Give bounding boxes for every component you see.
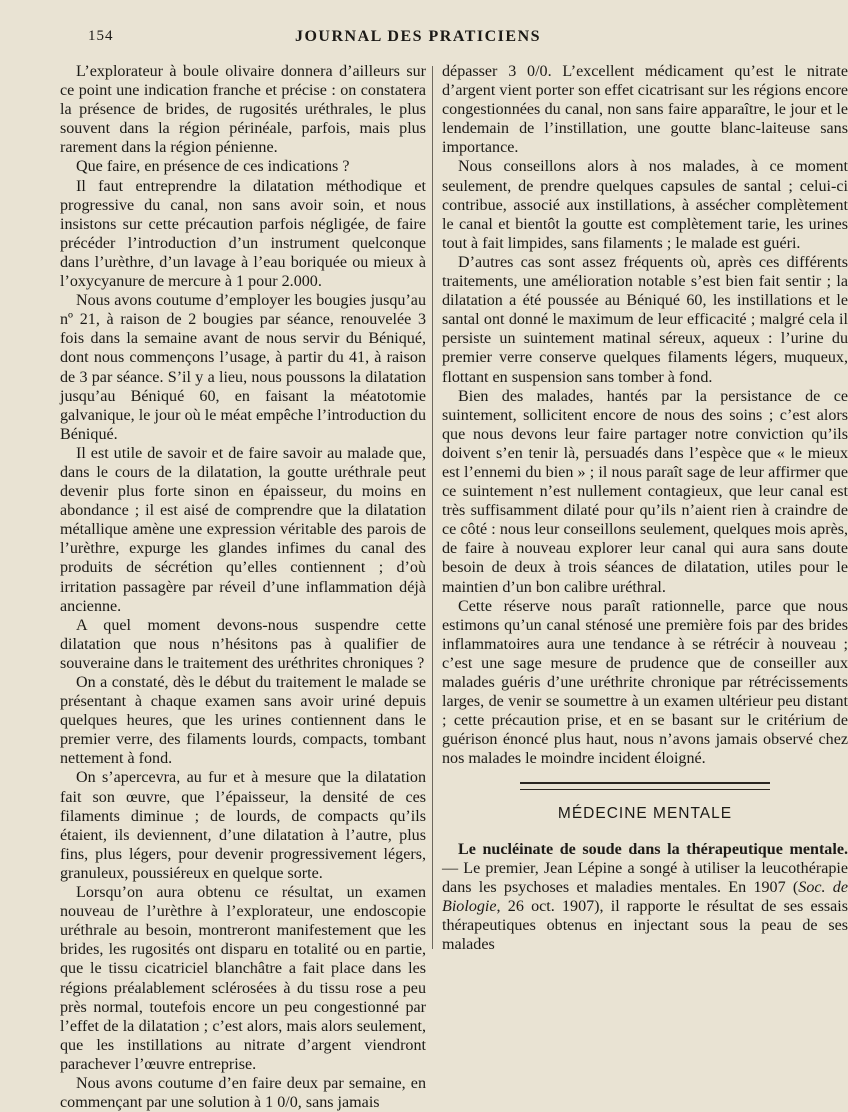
paragraph: Bien des malades, hantés par la persistance de ce suintement, sollicitent encore de nous des soins ; c’est alors que nous devons leur faire partager notre conviction qu’ils doivent s’en tenir là, persuadés dans l’espèce que « le mieux est l’ennemi du bien » ; il nous paraît sage de leur affirmer que ce suintement n’est nullement contagieux, que leur canal est très suffisamment dilaté pour qu’ils n’aient rien à craindre de ce côté : nous leur conseillons seulement, quelques mois après, de faire à nouveau explorer leur canal qui aura sans doute besoin de deux à trois séances de dilatation, utiles pour le maintien d’un bon calibre uréthral.: [442, 387, 848, 596]
paragraph: Il est utile de savoir et de faire savoir au malade que, dans le cours de la dilatation, la goutte uréthrale peut devenir plus forte sinon en épaisseur, du moins en abondance ; il est aisé de comprendre que la dilatation métallique amène une expression véritable des parois de l’urèthre, expurge les glandes infimes du canal des produits de sécrétion qu’elles contiennent ; d’où irritation passagère par réveil d’une inflammation déjà ancienne.: [60, 444, 426, 615]
page-header: [60, 0, 776, 52]
paragraph: Nous avons coutume d’employer les bougies jusqu’au nº 21, à raison de 2 bougies par séance, renouvelée 3 fois dans la semaine avant de nous servir du Béniqué, dont nous commençons l’usage, à partir du 41, à raison de 3 par séance. S’il y a lieu, nous poussons la dilatation jusqu’au Béniqué 60, en faisant la méatotomie galvanique, le jour où le méat empêche l’introduction du Béniqué.: [60, 292, 426, 443]
paragraph: Lorsqu’on aura obtenu ce résultat, un examen nouveau de l’urèthre à l’explorateur, une endoscopie uréthrale au besoin, montreront manifestement que les brides, les rugosités ont disparu en totalité ou en partie, que le tissu cicatriciel blanchâtre a fait place dans les régions préalablement sclérosées à du tissu rose a peu près normal, toutefois encore un peu congestionné par l’effet de la dilatation ; c’est alors, mais alors seulement, que les instillations au nitrate d’argent viendront parachever l’œuvre entreprise.: [60, 884, 426, 1073]
article-text-continued: , 26 oct. 1907), il rapporte le résultat de ses essais thérapeutiques obtenus en injectant sous la peau de ses malades: [442, 897, 848, 954]
paragraph: Il faut entreprendre la dilatation méthodique et progressive du canal, non sans avoir soin, et nous insistons sur cette précaution parfois négligée, de faire précéder l’introduction d’un instrument quelconque dans l’urèthre, d’un lavage à l’eau boriquée ou mieux à l’oxycyanure de mercure à 1 pour 2.000.: [60, 177, 426, 291]
left-column: [60, 62, 426, 1112]
paragraph: On s’apercevra, au fur et à mesure que la dilatation fait son œuvre, que l’épaisseur, la densité de ces filaments diminue ; de lourds, de compacts qu’ils étaient, ils deviennent, d’une dilatation à l’autre, plus fins, plus légers, pour devenir progressivement légers, granuleux, poussiéreux en quelque sorte.: [60, 769, 426, 882]
article-paragraph: [442, 840, 848, 955]
article-text: — Le premier, Jean Lépine a songé à utiliser la leucothérapie dans les psychoses et maladies mentales. En 1907 (: [442, 859, 848, 896]
running-title: JOURNAL DES PRATICIENS: [294, 28, 542, 45]
paragraph: Nous conseillons alors à nos malades, à ce moment seulement, de prendre quelques capsules de santal ; celui-ci contribue, associé aux instillations, à assécher complètement le canal et bientôt la goutte est complètement tarie, les urines tout à fait limpides, sans filaments ; le malade est guéri.: [442, 158, 848, 252]
paragraph: A quel moment devons-nous suspendre cette dilatation que nous n’hésitons pas à qualifier de souveraine dans le traitement des uréthrites chroniques ?: [60, 616, 426, 672]
paragraph: On a constaté, dès le début du traitement le malade se présentant à chaque examen sans avoir uriné depuis quelques heures, que les urines contiennent dans le premier verre, des filaments lourds, compacts, tombant nettement à fond.: [60, 674, 426, 768]
right-column: [442, 62, 848, 954]
text-columns: [60, 62, 848, 1112]
paragraph: D’autres cas sont assez fréquents où, après ces différents traitements, une amélioration notable s’est bien fait sentir ; la dilatation a été poussée au Béniqué 60, les instillations et le santal ont donné le maximum de leur efficacité ; malgré cela il persiste un suintement matinal séreux, aqueux : l’urine du premier verre conserve quelques filaments légers, muqueux, flottant en suspension sans tomber à fond.: [442, 253, 848, 386]
paragraph: Que faire, en présence de ces indications ?: [76, 158, 350, 176]
article-title: Le nucléinate de soude dans la thérapeutique mentale.: [458, 840, 848, 858]
column-divider: [432, 66, 433, 949]
paragraph: L’explorateur à boule olivaire donnera d’ailleurs sur ce point une indication franche et précise : on constatera la présence de brides, de rugosités uréthrales, le plus souvent dans la région périnéale, parfois, mais plus rarement dans la région pénienne.: [60, 63, 426, 157]
paragraph-continued: dépasser 3 0/0. L’excellent médicament qu’est le nitrate d’argent vient porter son effet cicatrisant sur les régions encore congestionnées du canal, non sans faire apparaître, le jour et le lendemain de l’instillation, une goutte blanc-laiteuse sans importance.: [442, 63, 848, 157]
paragraph: Nous avons coutume d’en faire deux par semaine, en commençant par une solution à 1 0/0, sans jamais: [60, 1074, 426, 1112]
section-heading: MÉDECINE MENTALE: [557, 805, 733, 823]
section-divider: [520, 782, 770, 790]
paragraph: Cette réserve nous paraît rationnelle, parce que nous estimons qu’un canal sténosé une première fois par des brides inflammatoires aura une tendance à se rétrécir à nouveau ; c’est une sage mesure de prudence que de conseiller aux malades guéris d’une uréthrite chronique par rétrécissements larges, de venir se soumettre à un examen ultérieur peu distant ; cette précaution prise, et en se basant sur le critérium de guérison énoncé plus haut, nous n’avons jamais observé chez nos malades le moindre incident éloigné.: [442, 597, 848, 768]
page-number: 154: [88, 28, 114, 44]
citation: Soc. de Biologie: [442, 878, 848, 915]
